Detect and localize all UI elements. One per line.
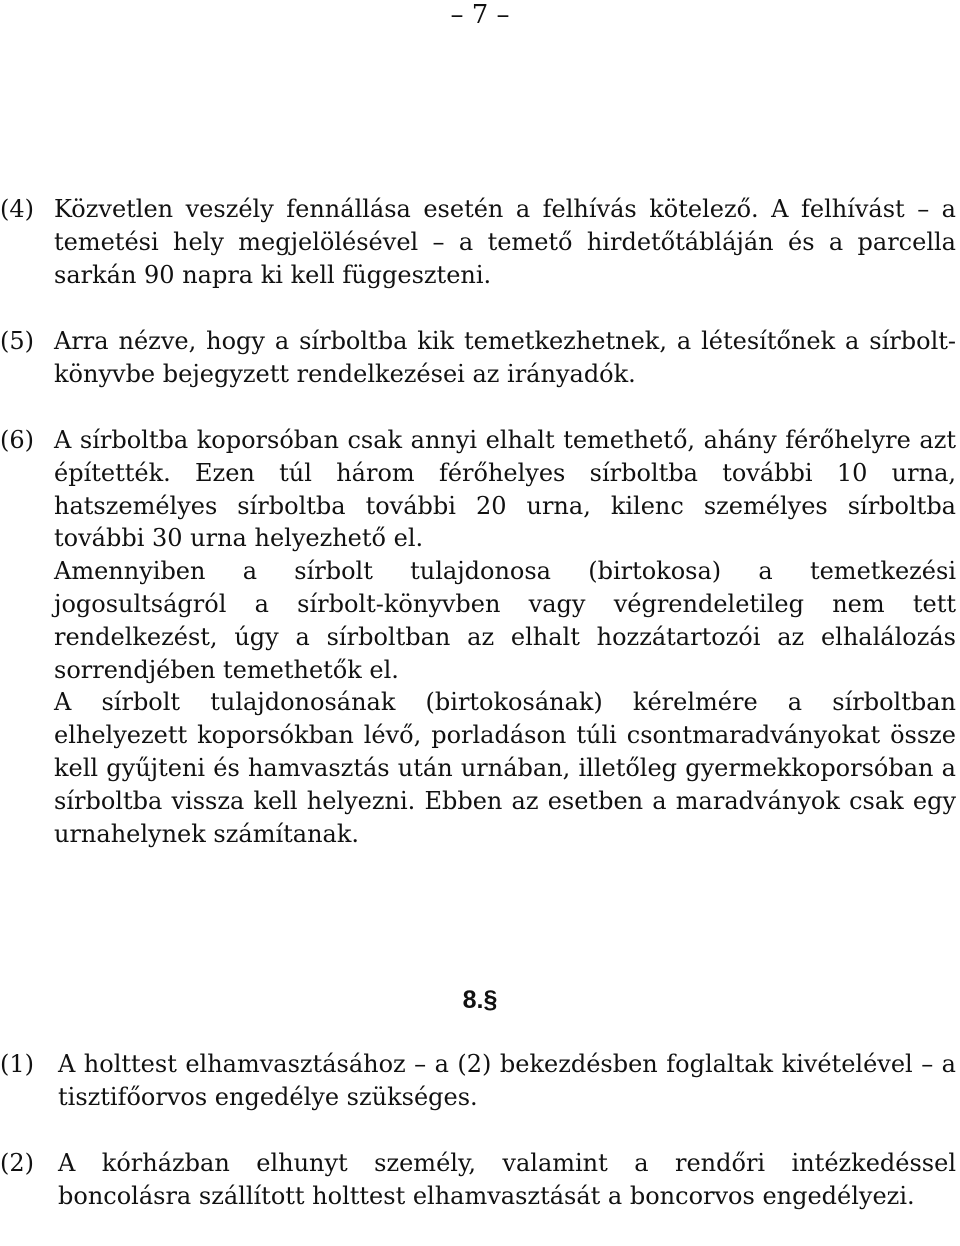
- section-title: 8.§: [462, 986, 498, 1014]
- page-number: – 7 –: [450, 0, 510, 30]
- paragraph-text: Arra nézve, hogy a sírboltba kik temetkezhetnek, a létesítőnek a sírbolt-könyvbe bejegyzett rendelkezései az irányadók.: [54, 327, 956, 388]
- paragraph-6: [0, 424, 956, 850]
- paragraph-text: A sírboltba koporsóban csak annyi elhalt temethető, ahány férőhelyre azt építették. Ezen túl három férőhelyes sírboltba további 10 urna, hatszemélyes sírboltba további 20 urna, kilenc személyes sírboltba további 30 urna helyezhető el.: [54, 426, 956, 553]
- section-8-paragraph-1: [0, 1048, 956, 1114]
- paragraph-text: A holttest elhamvasztásához – a (2) bekezdésben foglaltak kivételével – a tisztifőorvos engedélye szükséges.: [58, 1050, 956, 1111]
- section-8-paragraph-2: [0, 1147, 956, 1213]
- paragraph-text: Amennyiben a sírbolt tulajdonosa (birtokosa) a temetkezési jogosultságról a sírbolt-könyvben vagy végrendeletileg nem tett rendelkezést, úgy a sírboltban az elhalt hozzátartozói az elhalálozás sorrendjében temethetők el.: [54, 557, 956, 684]
- paragraph-number: (5): [0, 327, 34, 355]
- paragraph-number: (6): [0, 426, 34, 454]
- paragraph-5: [0, 325, 956, 391]
- paragraph-number: (1): [0, 1050, 34, 1078]
- paragraph-4: [0, 193, 956, 291]
- paragraph-number: (4): [0, 195, 34, 223]
- paragraph-text: Közvetlen veszély fennállása esetén a felhívás kötelező. A felhívást – a temetési hely megjelölésével – a temető hirdetőtábláján és a parcella sarkán 90 napra ki kell függeszteni.: [54, 195, 956, 289]
- paragraph-text: A kórházban elhunyt személy, valamint a rendőri intézkedéssel boncolásra szállított holttest elhamvasztását a boncorvos engedélyezi.: [58, 1149, 956, 1210]
- paragraph-text: A sírbolt tulajdonosának (birtokosának) kérelmére a sírboltban elhelyezett koporsókban lévő, porladáson túli csontmaradványokat össze kell gyűjteni és hamvasztás után urnában, illetőleg gyermekkoporsóban a sírboltba vissza kell helyezni. Ebben az esetben a maradványok csak egy urnahelynek számítanak.: [54, 688, 956, 848]
- paragraph-number: (2): [0, 1149, 34, 1177]
